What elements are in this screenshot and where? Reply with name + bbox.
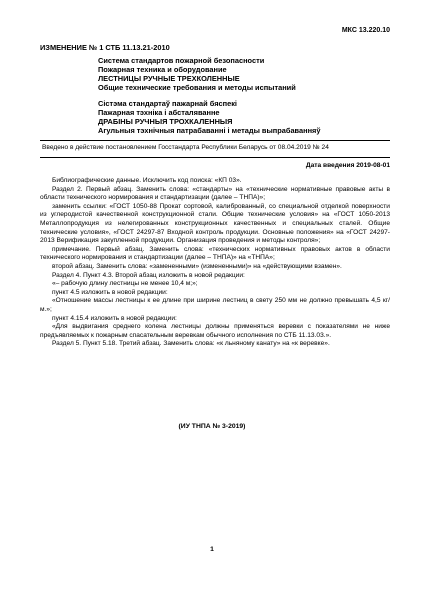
body-paragraph: Раздел 4. Пункт 4.3. Второй абзац изложить в новой редакции: bbox=[52, 271, 245, 279]
body-paragraph: «Отношение массы лестницы к ее длине при ширине лестниц в свету 250 мм не должно превышать 4,5 кг/м.»; bbox=[40, 297, 390, 313]
body-paragraph: Библиографические данные. Исключить код поиска: «КП 03». bbox=[52, 177, 242, 184]
effective-date: Дата введения 2019-08-01 bbox=[305, 162, 390, 169]
body-paragraph: пункт 4.15.4 изложить в новой редакции: bbox=[52, 314, 177, 322]
title-ru-line: Система стандартов пожарной безопасности bbox=[98, 56, 265, 65]
body-paragraph: Раздел 2. Первый абзац. Заменить слова: «стандарты» на «технические нормативные правовые акты в области технического нормирования и стандартизации (далее – ТНПА)»; bbox=[40, 185, 390, 202]
title-ru-line: ЛЕСТНИЦЫ РУЧНЫЕ ТРЕХКОЛЕННЫЕ bbox=[98, 74, 240, 83]
footer-note: (ИУ ТНПА № 3-2019) bbox=[178, 423, 246, 430]
document-body bbox=[40, 177, 390, 349]
title-block-russian bbox=[98, 56, 296, 92]
change-title: ИЗМЕНЕНИЕ № 1 СТБ 11.13.21-2010 bbox=[40, 43, 170, 52]
body-paragraph: пункт 4.5 изложить в новой редакции: bbox=[52, 288, 168, 296]
body-paragraph: заменить ссылки: «ГОСТ 1050-88 Прокат сортовой, калиброванный, со специальной отделкой поверхности из углеродистой качественной конструкционной стали. Общие технические условия» на «ГОСТ 1050-2013 Металлопродукция из нелегированных конструкционных качественных и специальных сталей. Общие технические условия», «ГОСТ 24297-87 Входной контроль продукции. Основные положения» на «ГОСТ 24297-2013 Верификация закупленной продукции. Организация проведения и методы контроля»; bbox=[40, 202, 390, 245]
divider-top bbox=[40, 140, 390, 141]
body-paragraph: примечание. Первый абзац. Заменить слова: «технических нормативных правовых актов в области технического нормирования и стандартизации (далее – ТНПА)» на «ТНПА»; bbox=[40, 245, 390, 262]
classification-code: МКС 13.220.10 bbox=[341, 27, 390, 34]
title-by-line: Сістэма стандартаў пажарнай бяспекі bbox=[98, 99, 237, 108]
title-by-line: Агульныя тэхнічныя патрабаванні і метады выпрабаванняў bbox=[98, 126, 321, 135]
body-paragraph: Раздел 5. Пункт 5.18. Третий абзац. Заменить слова: «к льняному канату» на «к веревке». bbox=[52, 340, 330, 348]
title-by-line: ДРАБІНЫ РУЧНЫЯ ТРОХКАЛЕННЫЯ bbox=[98, 117, 233, 126]
body-paragraph: «Для выдвигания среднего колена лестницы должны применяться веревки с показателями не ниже предъявляемых к пожарным спасательным веревкам обычного исполнения по СТБ 11.13.03.». bbox=[40, 323, 390, 339]
title-block-belarusian bbox=[98, 99, 320, 135]
divider-bottom bbox=[40, 157, 390, 158]
title-by-line: Пажарная тэхніка і абсталяванне bbox=[98, 108, 220, 117]
intro-statement: Введено в действие постановлением Госстандарта Республики Беларусь от 08.04.2019 № 24 bbox=[42, 144, 329, 151]
body-paragraph: второй абзац. Заменить слова: «замененными» (измененными)» на «действующими взамен». bbox=[52, 262, 342, 270]
page-number: 1 bbox=[210, 546, 214, 553]
title-ru-line: Пожарная техника и оборудование bbox=[98, 65, 227, 74]
title-ru-line: Общие технические требования и методы испытаний bbox=[98, 83, 296, 92]
body-paragraph: «– рабочую длину лестницы не менее 10,4 м;»; bbox=[52, 280, 198, 288]
